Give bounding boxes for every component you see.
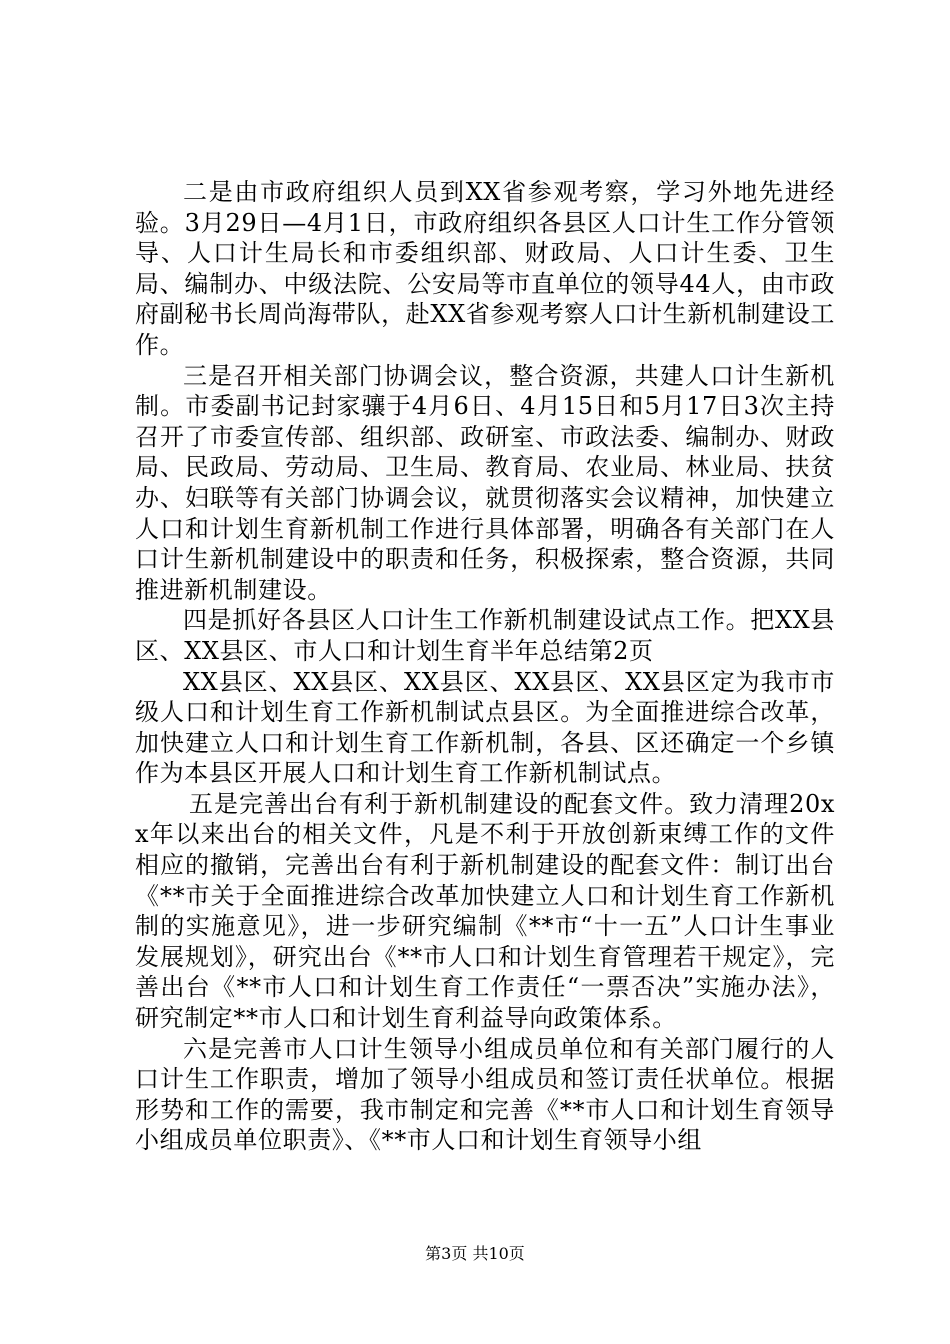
paragraph-coordination-meeting: 三是召开相关部门协调会议，整合资源，共建人口计生新机制。市委副书记封家骧于4月6日、4月15日和5月17日3次主持召开了市委宣传部、组织部、政研室、市政法委、编制办、财政局、民政局、劳动局、卫生局、教育局、农业局、林业局、扶贫办、妇联等有关部门协调会议，就贯彻落实会议精神，加快建立人口和计划生育新机制工作进行具体部署，明确各有关部门在人口计生新机制建设中的职责和任务，积极探索，整合资源，共同推进新机制建设。 — [135, 361, 835, 604]
page-number-footer: 第3页 共10页 — [425, 1244, 525, 1263]
document-body — [135, 177, 835, 1156]
paragraph-visit-study: 二是由市政府组织人员到XX省参观考察，学习外地先进经验。3月29日—4月1日，市政府组织各县区人口计生工作分管领导、人口计生局长和市委组织部、财政局、人口计生委、卫生局、编制办、中级法院、公安局等市直单位的领导44人，由市政府副秘书长周尚海带队，赴XX省参观考察人口计生新机制建设工作。 — [135, 178, 835, 359]
paragraph-supporting-documents: 五是完善出台有利于新机制建设的配套文件。致力清理20xx年以来出台的相关文件，凡是不利于开放创新束缚工作的文件相应的撤销，完善出台有利于新机制建设的配套文件：制订出台《**市关于全面推进综合改革加快建立人口和计划生育工作新机制的实施意见》，进一步研究编制《**市“十一五”人口计生事业发展规划》，研究出台《**市人口和计划生育管理若干规定》，完善出台《**市人口和计划生育工作责任“一票否决”实施办法》，研究制定**市人口和计划生育利益导向政策体系。 — [135, 789, 835, 1033]
paragraph-leadership-duties: 六是完善市人口计生领导小组成员单位和有关部门履行的人口计生工作职责，增加了领导小组成员和签订责任状单位。根据形势和工作的需要，我市制定和完善《**市人口和计划生育领导小组成员单位职责》、《**市人口和计划生育领导小组 — [135, 1034, 835, 1155]
paragraph-pilot-work: 四是抓好各县区人口计生工作新机制建设试点工作。把XX县区、XX县区、市人口和计划生育半年总结第2页 — [135, 606, 835, 665]
paragraph-pilot-counties: XX县区、XX县区、XX县区、XX县区、XX县区定为我市市级人口和计划生育工作新机制试点县区。为全面推进综合改革，加快建立人口和计划生育工作新机制，各县、区还确定一个乡镇作为本县区开展人口和计划生育工作新机制试点。 — [135, 667, 835, 788]
